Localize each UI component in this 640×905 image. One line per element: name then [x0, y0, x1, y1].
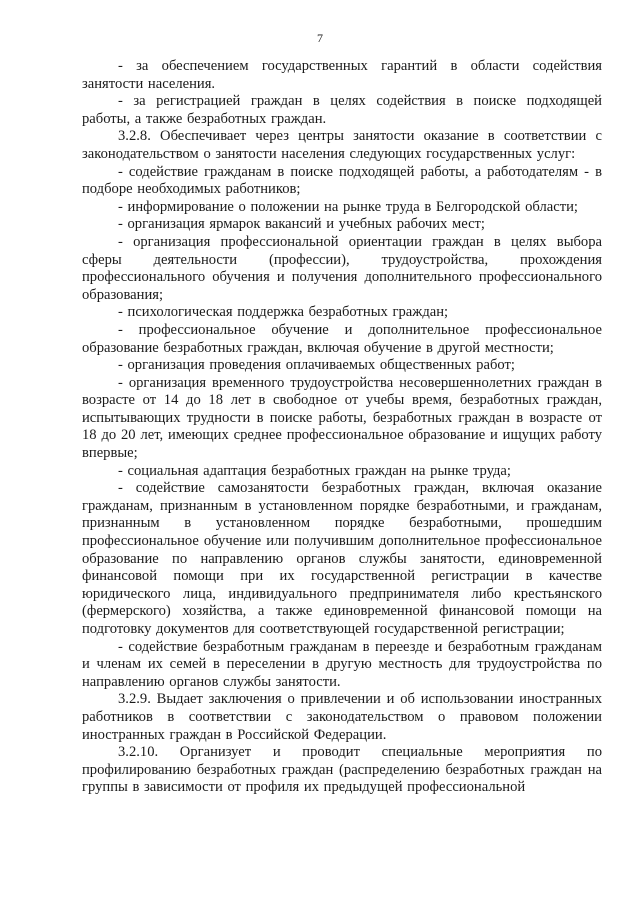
service-item-labor-market-info: - информирование о положении на рынке труда в Белгородской области; — [118, 198, 578, 215]
paragraph-control-registration: - за регистрацией граждан в целях содействия в поиске подходящей работы, а также безработных граждан. — [82, 93, 602, 127]
paragraph-3-2-8: 3.2.8. Обеспечивает через центры занятости оказание в соответствии с законодательством о занятости населения следующих государственных услуг: — [82, 128, 602, 162]
service-item-job-search: - содействие гражданам в поиске подходящей работы, а работодателям - в подборе необходимых работников; — [82, 163, 602, 198]
paragraph-3-2-10: 3.2.10. Организует и проводит специальные мероприятия по профилированию безработных граждан (распределению безработных граждан на группы в зависимости от профиля их предыдущей профессиональной — [82, 744, 602, 796]
service-item-psychological-support: - психологическая поддержка безработных граждан; — [118, 304, 449, 321]
service-item-social-adaptation: - социальная адаптация безработных граждан на рынке труда; — [118, 462, 511, 479]
service-item-relocation: - содействие безработным гражданам в переезде и безработным гражданам и членам их семей в переселении в другую местность для трудоустройства по направлению органов службы занятости. — [82, 638, 602, 690]
service-item-vocational-training: - профессиональное обучение и дополнительное профессиональное образование безработных граждан, включая обучение в другой местности; — [82, 321, 602, 356]
service-item-job-fairs: - организация ярмарок вакансий и учебных рабочих мест; — [118, 216, 485, 233]
service-item-temporary-employment: - организация временного трудоустройства несовершеннолетних граждан в возрасте от 14 до 18 лет в свободное от учебы время, безработных граждан, испытывающих трудности в поиске работы, безработных граждан в возрасте от 18 до 20 лет, имеющих среднее профессиональное образование и ищущих работу впервые; — [82, 374, 602, 462]
service-item-career-orientation: - организация профессиональной ориентации граждан в целях выбора сферы деятельности (профессии), трудоустройства, прохождения профессионального обучения и получения дополнительного профессионального образования; — [82, 233, 602, 303]
service-item-public-works: - организация проведения оплачиваемых общественных работ; — [118, 357, 515, 374]
document-body — [82, 58, 602, 797]
service-item-self-employment: - содействие самозанятости безработных граждан, включая оказание гражданам, признанным в установленном порядке безработными, и гражданам, признанным в установленном порядке безработными, прошедшим профессиональное обучение или получившим дополнительное профессиональное образование по направлению органов службы занятости, единовременной финансовой помощи при их государственной регистрации в качестве юридического лица, индивидуального предпринимателя либо крестьянского (фермерского) хозяйства, а также единовременной финансовой помощи на подготовку документов для соответствующей государственной регистрации; — [82, 480, 602, 637]
paragraph-control-guarantees: - за обеспечением государственных гарантий в области содействия занятости населения. — [82, 58, 602, 92]
page-number: 7 — [317, 31, 323, 45]
paragraph-3-2-9: 3.2.9. Выдает заключения о привлечении и об использовании иностранных работников в соответствии с законодательством о правовом положении иностранных граждан в Российской Федерации. — [82, 691, 602, 743]
